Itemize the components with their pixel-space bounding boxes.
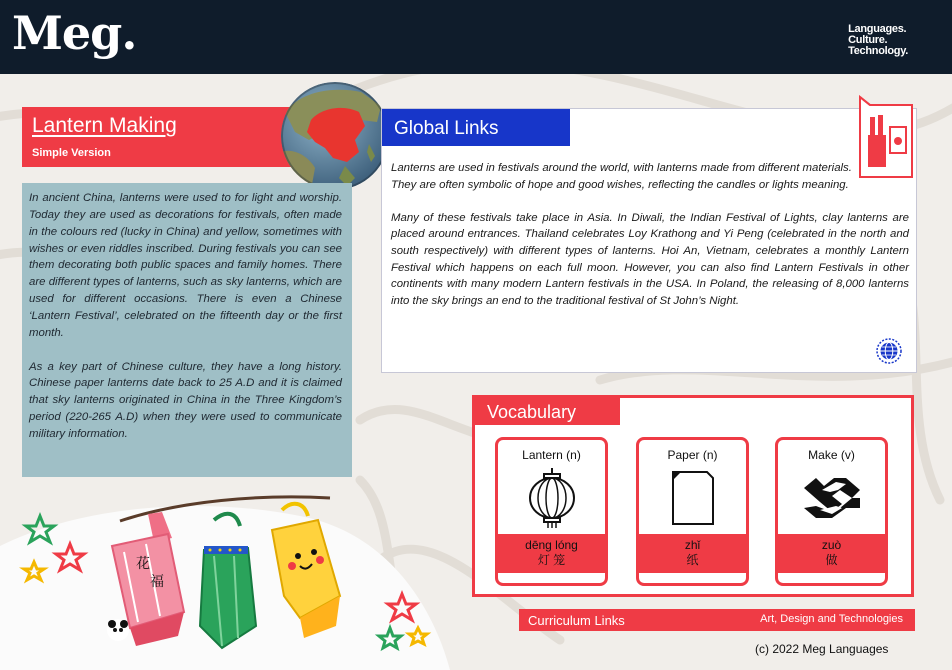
vocab-card-make <box>775 437 888 586</box>
china-paragraph: As a key part of Chinese culture, they have a long history. Chinese paper lanterns date back to 25 A.D and it is claimed that sky lanterns originated in China in the Three Kingdom’s period (220-265 A.D) when they were used to communicate military information. <box>29 360 342 440</box>
china-history-text <box>22 183 352 477</box>
art-craft-icon <box>856 93 916 179</box>
vocabulary-title: Vocabulary <box>475 398 620 425</box>
handshake-icon <box>802 468 862 528</box>
vocab-pinyin: zuò <box>821 538 842 552</box>
vocab-hanzi: 做 <box>825 553 838 567</box>
global-links-box <box>381 108 917 373</box>
lantern-character: 福 <box>150 574 164 590</box>
china-globe-image <box>281 82 389 190</box>
tagline <box>848 24 908 57</box>
tagline-line: Languages. <box>848 23 907 35</box>
vocab-word: Paper (n) <box>667 448 718 462</box>
vocab-pinyin: zhǐ <box>684 538 701 552</box>
vocab-card-lantern <box>495 437 608 586</box>
vocab-translation <box>639 534 746 573</box>
global-paragraph: Many of these festivals take place in Asia. In Diwali, the Indian Festival of Lights, clay lanterns are placed around entrances. Thailand celebrates Loy Krathong and Yi Peng (celebrated in the north and south respectively) with different types of lanterns. Hoi An, Vietnam, celebrates a monthly Lantern Festival which happens on each full moon. However, you can also find Lantern Festivals in other continents with many modern Lantern festivals in the USA. In Poland, the releasing of 8,000 lanterns into the sky brings an end to the traditional festival of St John’s Night. <box>391 211 909 307</box>
lantern-character: 花 <box>136 556 150 572</box>
curriculum-value: Art, Design and Technologies <box>760 613 903 625</box>
vocab-translation <box>498 534 605 573</box>
global-links-text <box>391 160 909 309</box>
vocab-translation <box>778 534 885 573</box>
global-links-title: Global Links <box>382 109 570 146</box>
globe-icon <box>876 338 902 364</box>
lesson-title-box <box>22 107 312 167</box>
china-paragraph: In ancient China, lanterns were used to for light and worship. Today they are used as decorations for festivals, often made in the colours red (lucky in China) and yellow, sometimes with wishes or even riddles inscribed. During festivals you can see them decorating both public spaces and family homes. There are different types of lanterns, such as sky lanterns, which are used for different occasions. There is even a Chinese ‘Lantern Festival’, celebrated on the fifteenth day or the first month. <box>29 192 342 339</box>
vocab-word: Make (v) <box>808 448 855 462</box>
paper-lanterns-illustration <box>0 486 450 670</box>
global-paragraph: Lanterns are used in festivals around the world, with lanterns made from different materials. They are often symbolic of hope and good wishes, reflecting the candles or lights meaning. <box>391 162 852 191</box>
tagline-line: Technology. <box>848 45 908 57</box>
paper-icon <box>663 468 723 528</box>
curriculum-label: Curriculum Links <box>528 613 625 628</box>
meg-logo: Meg. <box>12 6 137 60</box>
vocab-card-paper <box>636 437 749 586</box>
vocabulary-box <box>472 395 914 597</box>
vocab-pinyin: dēng lóng <box>525 538 578 552</box>
lantern-icon <box>522 468 582 528</box>
vocab-word: Lantern (n) <box>522 448 581 462</box>
vocab-hanzi: 纸 <box>686 553 699 567</box>
header-bar <box>0 0 952 74</box>
lesson-subtitle: Simple Version <box>32 147 111 159</box>
vocab-hanzi: 灯 笼 <box>537 553 566 567</box>
curriculum-links-bar <box>519 609 915 631</box>
copyright: (c) 2022 Meg Languages <box>755 642 889 656</box>
tagline-line: Culture. <box>848 34 888 46</box>
lesson-title: Lantern Making <box>32 114 177 137</box>
